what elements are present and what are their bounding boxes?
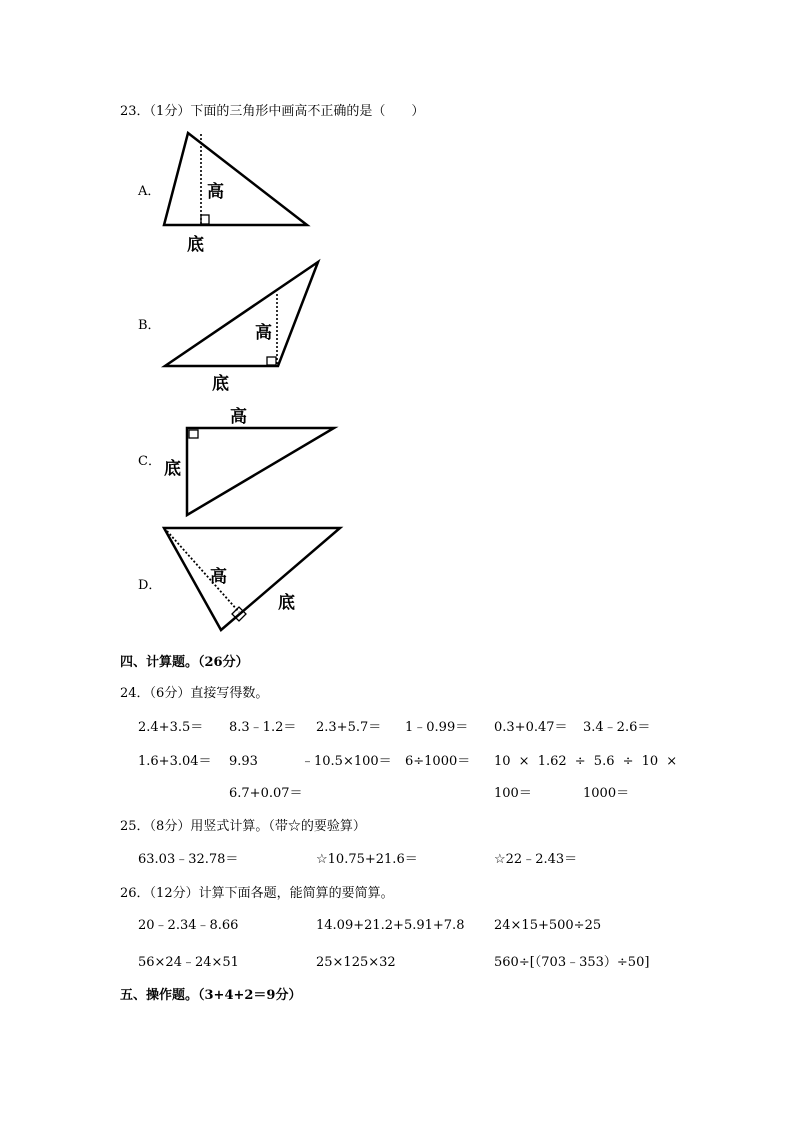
q26-stem: 26．（12分）计算下面各题，能简算的要简算。 [120,886,394,901]
height-label-a: 高 [207,182,224,202]
q24-r2-c3: ﹣10.5×100＝ [301,754,392,769]
q26-r1-c1: 20﹣2.34﹣8.66 [138,918,239,933]
option-b-letter: B． [138,318,161,333]
q24-r1-c2: 8.3﹣1.2＝ [229,720,297,735]
triangle-b [165,262,318,366]
q25-item-2: ☆10.75+21.6＝ [316,852,418,867]
q25-stem: 25．（8分）用竖式计算。（带☆的要验算） [120,819,366,834]
q24-stem: 24．（6分）直接写得数。 [120,686,269,701]
triangle-b-figure [155,257,330,392]
option-d-letter: D． [138,578,162,593]
height-label-d: 高 [210,567,227,587]
q26-r1-c2: 14.09+21.2+5.91+7.8 [316,918,465,933]
q24-r1-c6: 3.4﹣2.6＝ [583,720,651,735]
q24-r1-c5: 0.3+0.47＝ [494,720,568,735]
right-angle-mark-b [267,357,276,365]
q23-stem: 23．（1分）下面的三角形中画高不正确的是（ ） [120,104,425,119]
section4-title: 四、计算题。（26分） [120,655,249,670]
base-label-c: 底 [164,459,181,479]
q24-r2-c4: 6÷1000＝ [405,754,471,769]
base-label-b: 底 [212,374,229,394]
q25-item-3: ☆22﹣2.43＝ [494,852,578,867]
triangle-c-figure [160,398,345,523]
height-label-b: 高 [255,323,272,343]
q24-r3-c1: 6.7+0.07＝ [229,786,303,801]
triangle-d [164,528,340,630]
height-label-c: 高 [230,407,247,427]
q26-r2-c3: 560÷[（703﹣353）÷50] [494,955,650,970]
q24-r2-c5: 10 × 1.62 ÷ 5.6 ÷ 10 × [494,754,678,769]
triangle-a [164,133,307,225]
q24-r2-c1: 1.6+3.04＝ [138,754,212,769]
section5-title: 五、操作题。（3+4+2＝9分） [120,988,302,1003]
q26-r1-c3: 24×15+500÷25 [494,918,602,933]
q26-r2-c1: 56×24﹣24×51 [138,955,239,970]
q26-r2-c2: 25×125×32 [316,955,396,970]
q24-r1-c3: 2.3+5.7＝ [316,720,382,735]
base-label-a: 底 [187,235,204,255]
q25-item-1: 63.03﹣32.78＝ [138,852,239,867]
q24-r3-c3: 1000＝ [583,786,630,801]
base-label-d: 底 [278,593,295,613]
q24-r2-c2: 9.93 [229,754,258,769]
q24-r1-c1: 2.4+3.5＝ [138,720,204,735]
triangle-c [187,428,334,515]
triangle-a-figure [155,128,320,253]
option-a-letter: A． [138,184,161,199]
option-c-letter: C． [138,454,161,469]
q24-r3-c2: 100＝ [494,786,532,801]
right-angle-mark-c [189,430,198,438]
right-angle-mark-a [201,215,209,224]
q24-r1-c4: 1﹣0.99＝ [405,720,469,735]
triangle-d-figure [155,515,350,645]
